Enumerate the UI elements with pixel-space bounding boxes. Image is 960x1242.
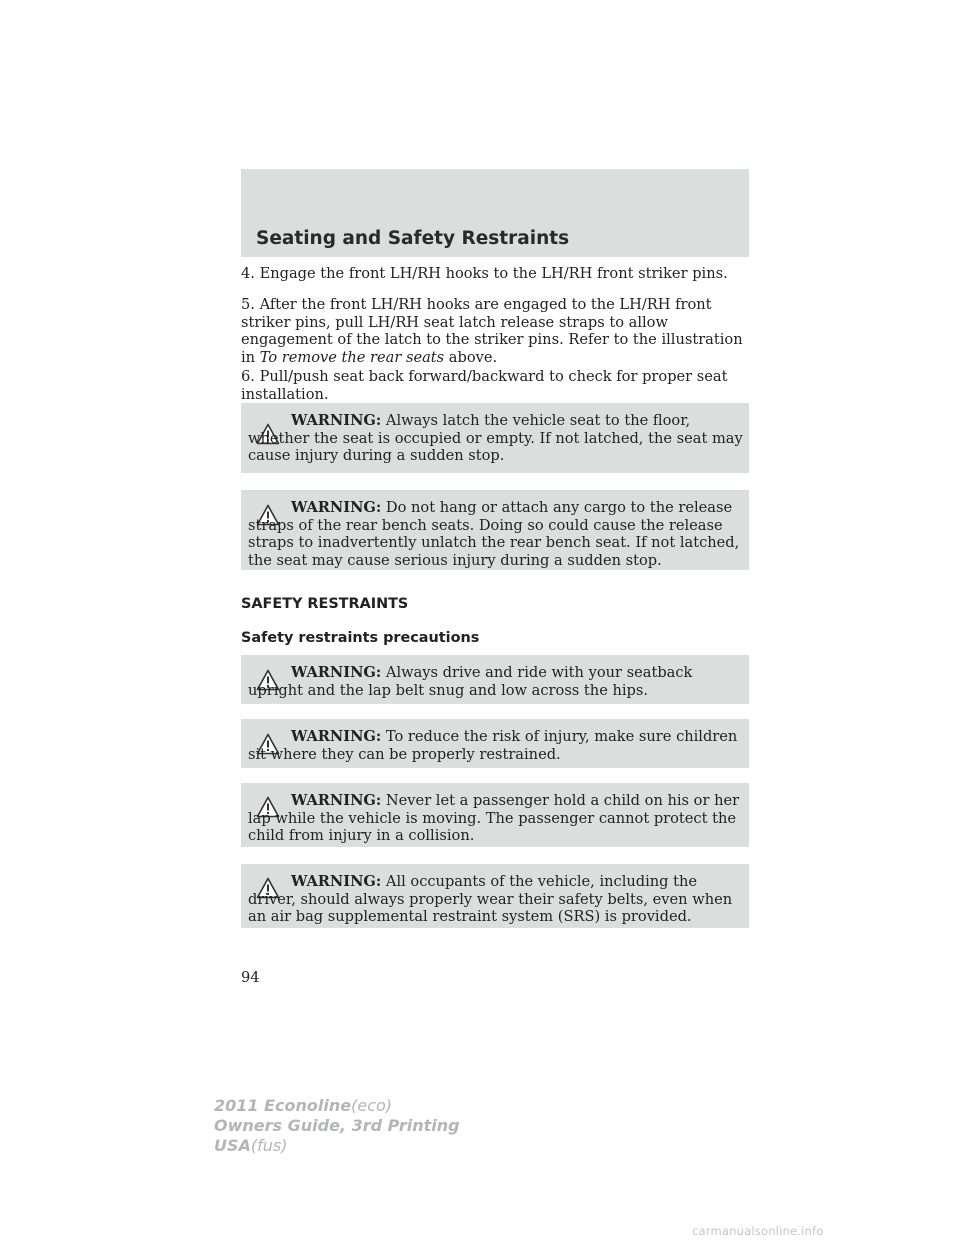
warning-text (248, 728, 748, 763)
document-footer (214, 1096, 460, 1156)
warning-box (241, 864, 749, 928)
section-heading: SAFETY RESTRAINTS (241, 596, 409, 612)
footer-model-code: (eco) (351, 1096, 393, 1115)
section-title: Seating and Safety Restraints (256, 228, 570, 249)
step-5-reference: To remove the rear seats (259, 348, 445, 366)
step-4: 4. Engage the front LH/RH hooks to the LH/RH front striker pins. (241, 265, 728, 282)
footer-market-code: (fus) (250, 1136, 288, 1155)
warning-text (248, 499, 748, 569)
warning-text (248, 412, 748, 465)
warning-label: WARNING: (291, 873, 382, 890)
section-header-bar (241, 169, 749, 257)
warning-label: WARNING: (291, 412, 382, 429)
warning-label: WARNING: (291, 792, 382, 809)
warning-box (241, 490, 749, 570)
warning-message: Always drive and ride with your seatback upright and the lap belt snug and low across the hips. (248, 664, 693, 699)
subsection-heading: Safety restraints precautions (241, 630, 480, 646)
watermark: carmanualsonline.info (692, 1224, 824, 1238)
warning-box (241, 719, 749, 768)
step-5 (241, 296, 751, 366)
footer-model: 2011 Econoline (214, 1096, 352, 1115)
warning-message: Do not hang or attach any cargo to the release straps of the rear bench seats. Doing so could cause the release straps to inadvertently unlatch the rear bench seat. If not latched, the seat may cause serious injury during a sudden stop. (248, 499, 740, 569)
warning-label: WARNING: (291, 499, 382, 516)
warning-label: WARNING: (291, 664, 382, 681)
footer-market: USA (214, 1136, 251, 1155)
warning-box (241, 655, 749, 704)
footer-line-market (214, 1136, 460, 1156)
warning-text (248, 664, 748, 699)
page-number: 94 (241, 969, 260, 986)
step-5-text: 5. After the front LH/RH hooks are engaged to the LH/RH front striker pins, pull LH/RH seat latch release straps to allow engagement of the latch to the striker pins. Refer to the illustration in (241, 296, 743, 366)
warning-box (241, 403, 749, 473)
warning-message: Never let a passenger hold a child on his or her lap while the vehicle is moving. The passenger cannot protect the child from injury in a collision. (248, 792, 740, 844)
footer-line-model (214, 1096, 460, 1116)
step-5-end: above. (448, 348, 498, 366)
warning-text (248, 792, 748, 845)
step-6: 6. Pull/push seat back forward/backward to check for proper seat installation. (241, 368, 728, 403)
footer-printing: Owners Guide, 3rd Printing (214, 1116, 460, 1135)
warning-text (248, 873, 748, 926)
warning-message: To reduce the risk of injury, make sure children sit where they can be properly restrained. (248, 728, 738, 763)
warning-box (241, 783, 749, 847)
warning-label: WARNING: (291, 728, 382, 745)
warning-message: All occupants of the vehicle, including the driver, should always properly wear their safety belts, even when an air bag supplemental restraint system (SRS) is provided. (248, 873, 733, 925)
warning-message: Always latch the vehicle seat to the floor, whether the seat is occupied or empty. If not latched, the seat may cause injury during a sudden stop. (248, 412, 743, 464)
